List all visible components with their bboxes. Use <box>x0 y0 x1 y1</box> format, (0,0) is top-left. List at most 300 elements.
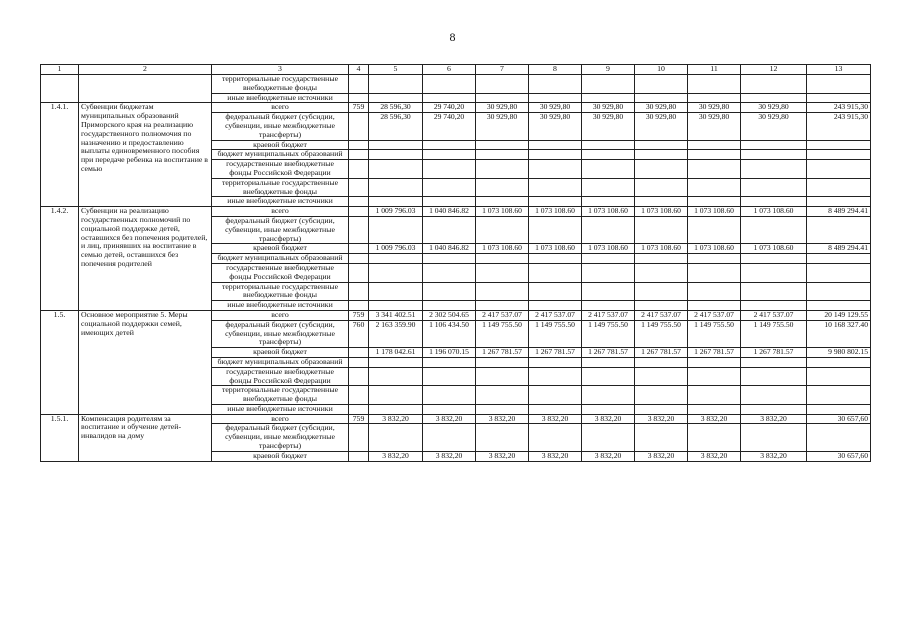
year-value <box>529 367 582 386</box>
year-value <box>688 404 741 414</box>
year-value <box>369 424 423 451</box>
grbs-code <box>349 197 369 207</box>
grbs-code <box>349 244 369 254</box>
year-value <box>688 367 741 386</box>
year-value <box>529 263 582 282</box>
funding-source: территориальные государственные внебюджетные фонды <box>212 386 349 405</box>
year-value: 2 417 537.07 <box>741 310 807 320</box>
table-row <box>41 310 871 320</box>
year-value: 1 178 042.61 <box>369 348 423 358</box>
year-value: 3 832,20 <box>582 414 635 424</box>
year-value <box>423 216 476 243</box>
grbs-code <box>349 367 369 386</box>
total-value <box>807 150 871 160</box>
year-value <box>688 197 741 207</box>
year-value <box>529 93 582 103</box>
total-value <box>807 178 871 197</box>
total-value <box>807 160 871 179</box>
year-value <box>476 197 529 207</box>
year-value <box>582 367 635 386</box>
year-value <box>476 150 529 160</box>
grbs-code <box>349 348 369 358</box>
year-value: 2 417 537.07 <box>476 310 529 320</box>
funding-source: краевой бюджет <box>212 348 349 358</box>
column-header: 7 <box>476 65 529 75</box>
year-value <box>529 140 582 150</box>
year-value <box>529 160 582 179</box>
funding-source: государственные внебюджетные фонды Российской Федерации <box>212 160 349 179</box>
year-value: 1 073 108.60 <box>529 207 582 217</box>
year-value <box>688 140 741 150</box>
year-value <box>529 178 582 197</box>
grbs-code <box>349 357 369 367</box>
year-value <box>369 93 423 103</box>
column-header: 3 <box>212 65 349 75</box>
year-value: 1 073 108.60 <box>529 244 582 254</box>
total-value <box>807 263 871 282</box>
year-value: 1 267 781.57 <box>529 348 582 358</box>
year-value: 3 832,20 <box>635 451 688 461</box>
total-value <box>807 282 871 301</box>
total-value <box>807 404 871 414</box>
year-value <box>529 150 582 160</box>
year-value <box>741 367 807 386</box>
year-value <box>369 197 423 207</box>
funding-source: иные внебюджетные источники <box>212 197 349 207</box>
year-value: 1 009 796.03 <box>369 244 423 254</box>
year-value <box>741 424 807 451</box>
year-value: 1 073 108.60 <box>741 244 807 254</box>
year-value <box>423 140 476 150</box>
year-value <box>423 160 476 179</box>
year-value: 1 073 108.60 <box>582 207 635 217</box>
year-value: 3 341 402.51 <box>369 310 423 320</box>
grbs-code <box>349 160 369 179</box>
year-value: 3 832,20 <box>582 451 635 461</box>
measure-name: Компенсация родителям за воспитание и обучение детей-инвалидов на дому <box>79 414 212 461</box>
year-value <box>635 75 688 94</box>
year-value <box>635 263 688 282</box>
year-value: 1 040 846.82 <box>423 207 476 217</box>
year-value <box>582 357 635 367</box>
grbs-code <box>349 178 369 197</box>
row-code: 1.5. <box>41 310 79 414</box>
year-value <box>369 140 423 150</box>
grbs-code: 759 <box>349 310 369 320</box>
grbs-code <box>349 386 369 405</box>
grbs-code <box>349 451 369 461</box>
year-value <box>688 75 741 94</box>
year-value <box>741 140 807 150</box>
year-value <box>741 150 807 160</box>
total-value: 30 657,60 <box>807 414 871 424</box>
year-value <box>741 301 807 311</box>
year-value: 1 149 755.50 <box>688 320 741 347</box>
year-value: 28 596,30 <box>369 103 423 113</box>
total-value <box>807 301 871 311</box>
total-value <box>807 357 871 367</box>
year-value <box>741 404 807 414</box>
funding-source: государственные внебюджетные фонды Российской Федерации <box>212 367 349 386</box>
year-value: 1 267 781.57 <box>635 348 688 358</box>
year-value: 29 740,20 <box>423 113 476 140</box>
year-value <box>423 357 476 367</box>
funding-source: бюджет муниципальных образований <box>212 357 349 367</box>
year-value <box>635 404 688 414</box>
grbs-code <box>349 113 369 140</box>
year-value: 28 596,30 <box>369 113 423 140</box>
table-row <box>41 103 871 113</box>
funding-source: краевой бюджет <box>212 140 349 150</box>
year-value: 30 929,80 <box>688 103 741 113</box>
column-header: 8 <box>529 65 582 75</box>
year-value <box>688 160 741 179</box>
year-value <box>423 150 476 160</box>
year-value <box>423 386 476 405</box>
measure-name: Субвенции бюджетам муниципальных образований Приморского края на реализацию государственного полномочия по назначению и предоставлению выплаты единовременного пособия при передаче ребенка на воспитание в семью <box>79 103 212 207</box>
funding-source: территориальные государственные внебюджетные фонды <box>212 178 349 197</box>
grbs-code <box>349 282 369 301</box>
year-value <box>741 178 807 197</box>
total-value <box>807 424 871 451</box>
year-value <box>423 197 476 207</box>
year-value: 30 929,80 <box>635 103 688 113</box>
total-value: 243 915,30 <box>807 103 871 113</box>
year-value <box>369 178 423 197</box>
year-value: 2 417 537.07 <box>582 310 635 320</box>
total-value <box>807 93 871 103</box>
year-value <box>423 424 476 451</box>
grbs-code <box>349 424 369 451</box>
year-value: 3 832,20 <box>476 451 529 461</box>
grbs-code <box>349 254 369 264</box>
year-value <box>635 367 688 386</box>
year-value <box>582 282 635 301</box>
year-value <box>476 263 529 282</box>
year-value <box>635 160 688 179</box>
funding-source: краевой бюджет <box>212 244 349 254</box>
year-value: 1 267 781.57 <box>688 348 741 358</box>
year-value: 1 196 070.15 <box>423 348 476 358</box>
grbs-code <box>349 93 369 103</box>
year-value: 1 073 108.60 <box>635 207 688 217</box>
budget-table <box>40 64 871 462</box>
grbs-code <box>349 404 369 414</box>
total-value: 20 149 129.55 <box>807 310 871 320</box>
year-value <box>741 75 807 94</box>
year-value: 1 073 108.60 <box>688 207 741 217</box>
year-value <box>688 282 741 301</box>
year-value <box>476 75 529 94</box>
year-value: 1 073 108.60 <box>476 207 529 217</box>
total-value: 8 489 294.41 <box>807 207 871 217</box>
year-value <box>369 150 423 160</box>
year-value <box>741 197 807 207</box>
year-value: 3 832,20 <box>423 414 476 424</box>
table-row <box>41 207 871 217</box>
year-value: 1 073 108.60 <box>476 244 529 254</box>
year-value <box>582 254 635 264</box>
column-header: 9 <box>582 65 635 75</box>
year-value <box>476 282 529 301</box>
funding-source: территориальные государственные внебюджетные фонды <box>212 75 349 94</box>
column-header: 4 <box>349 65 369 75</box>
year-value: 3 832,20 <box>741 451 807 461</box>
year-value <box>688 386 741 405</box>
year-value: 3 832,20 <box>688 451 741 461</box>
year-value <box>529 424 582 451</box>
year-value <box>688 357 741 367</box>
year-value <box>741 254 807 264</box>
year-value <box>741 216 807 243</box>
column-header: 11 <box>688 65 741 75</box>
table-row <box>41 75 871 94</box>
grbs-code <box>349 301 369 311</box>
year-value: 1 267 781.57 <box>476 348 529 358</box>
year-value <box>688 150 741 160</box>
year-value <box>635 301 688 311</box>
year-value <box>688 301 741 311</box>
year-value <box>476 178 529 197</box>
year-value: 2 417 537.07 <box>529 310 582 320</box>
year-value <box>423 93 476 103</box>
funding-source: федеральный бюджет (субсидии, субвенции, иные межбюджетные трансферты) <box>212 424 349 451</box>
funding-source: государственные внебюджетные фонды Российской Федерации <box>212 263 349 282</box>
funding-source: иные внебюджетные источники <box>212 404 349 414</box>
year-value <box>635 93 688 103</box>
year-value <box>369 386 423 405</box>
year-value <box>529 75 582 94</box>
year-value <box>476 404 529 414</box>
year-value <box>688 254 741 264</box>
column-header: 10 <box>635 65 688 75</box>
year-value <box>369 254 423 264</box>
year-value <box>582 404 635 414</box>
year-value <box>635 282 688 301</box>
funding-source: всего <box>212 103 349 113</box>
total-value: 30 657,60 <box>807 451 871 461</box>
year-value: 1 073 108.60 <box>582 244 635 254</box>
total-value: 243 915,30 <box>807 113 871 140</box>
year-value: 1 267 781.57 <box>582 348 635 358</box>
total-value: 8 489 294.41 <box>807 244 871 254</box>
year-value <box>369 301 423 311</box>
year-value: 29 740,20 <box>423 103 476 113</box>
year-value <box>423 301 476 311</box>
year-value <box>476 301 529 311</box>
year-value: 1 073 108.60 <box>688 244 741 254</box>
year-value <box>635 178 688 197</box>
year-value <box>582 75 635 94</box>
year-value: 2 417 537.07 <box>635 310 688 320</box>
grbs-code: 760 <box>349 320 369 347</box>
year-value: 1 149 755.50 <box>476 320 529 347</box>
row-code: 1.4.1. <box>41 103 79 207</box>
year-value <box>635 424 688 451</box>
funding-source: территориальные государственные внебюджетные фонды <box>212 282 349 301</box>
year-value <box>529 197 582 207</box>
grbs-code <box>349 75 369 94</box>
year-value <box>369 160 423 179</box>
funding-source: иные внебюджетные источники <box>212 301 349 311</box>
funding-source: бюджет муниципальных образований <box>212 254 349 264</box>
year-value <box>635 140 688 150</box>
year-value <box>741 93 807 103</box>
funding-source: федеральный бюджет (субсидии, субвенции, иные межбюджетные трансферты) <box>212 216 349 243</box>
total-value <box>807 367 871 386</box>
grbs-code <box>349 216 369 243</box>
year-value <box>369 216 423 243</box>
year-value <box>423 254 476 264</box>
year-value <box>582 93 635 103</box>
year-value <box>635 254 688 264</box>
total-value: 9 980 802.15 <box>807 348 871 358</box>
year-value <box>369 367 423 386</box>
year-value <box>369 404 423 414</box>
year-value <box>688 178 741 197</box>
year-value: 1 040 846.82 <box>423 244 476 254</box>
year-value: 1 073 108.60 <box>741 207 807 217</box>
funding-source: федеральный бюджет (субсидии, субвенции, иные межбюджетные трансферты) <box>212 113 349 140</box>
year-value: 1 267 781.57 <box>741 348 807 358</box>
year-value <box>423 75 476 94</box>
year-value <box>635 386 688 405</box>
year-value <box>476 140 529 150</box>
column-header: 6 <box>423 65 476 75</box>
year-value: 1 149 755.50 <box>635 320 688 347</box>
year-value: 30 929,80 <box>688 113 741 140</box>
year-value <box>635 150 688 160</box>
year-value: 3 832,20 <box>688 414 741 424</box>
total-value <box>807 75 871 94</box>
year-value <box>582 216 635 243</box>
year-value <box>582 263 635 282</box>
year-value: 30 929,80 <box>529 113 582 140</box>
year-value <box>476 254 529 264</box>
year-value <box>741 282 807 301</box>
funding-source: всего <box>212 207 349 217</box>
year-value: 3 832,20 <box>476 414 529 424</box>
year-value <box>635 357 688 367</box>
year-value: 1 149 755.50 <box>741 320 807 347</box>
year-value <box>423 178 476 197</box>
page-number: 8 <box>449 30 456 44</box>
year-value <box>688 216 741 243</box>
column-header: 5 <box>369 65 423 75</box>
year-value <box>476 160 529 179</box>
measure-name: Основное мероприятие 5. Меры социальной поддержки семей, имеющих детей <box>79 310 212 414</box>
year-value <box>688 424 741 451</box>
row-code: 1.4.2. <box>41 207 79 311</box>
year-value <box>582 386 635 405</box>
year-value <box>529 301 582 311</box>
grbs-code <box>349 140 369 150</box>
year-value <box>741 160 807 179</box>
total-value <box>807 216 871 243</box>
column-header: 13 <box>807 65 871 75</box>
year-value <box>529 404 582 414</box>
total-value <box>807 254 871 264</box>
total-value <box>807 386 871 405</box>
funding-source: иные внебюджетные источники <box>212 93 349 103</box>
year-value <box>635 216 688 243</box>
year-value <box>582 160 635 179</box>
grbs-code <box>349 263 369 282</box>
year-value: 2 163 359.90 <box>369 320 423 347</box>
year-value <box>529 282 582 301</box>
year-value: 30 929,80 <box>476 113 529 140</box>
measure-name: Субвенции на реализацию государственных полномочий по социальной поддержке детей, оставшихся без попечения родителей, и лиц, принявших на воспитание в семью детей, оставшихся без попечения родителей <box>79 207 212 311</box>
header-row <box>41 65 871 75</box>
column-header: 2 <box>79 65 212 75</box>
grbs-code <box>349 207 369 217</box>
year-value <box>369 75 423 94</box>
year-value <box>529 216 582 243</box>
year-value <box>476 357 529 367</box>
year-value <box>476 216 529 243</box>
grbs-code: 759 <box>349 414 369 424</box>
year-value: 1 149 755.50 <box>582 320 635 347</box>
year-value: 2 417 537.07 <box>688 310 741 320</box>
year-value: 30 929,80 <box>741 103 807 113</box>
year-value: 3 832,20 <box>529 451 582 461</box>
year-value: 3 832,20 <box>741 414 807 424</box>
year-value: 3 832,20 <box>423 451 476 461</box>
year-value <box>529 386 582 405</box>
year-value <box>369 263 423 282</box>
year-value <box>423 282 476 301</box>
funding-source: бюджет муниципальных образований <box>212 150 349 160</box>
grbs-code: 759 <box>349 103 369 113</box>
column-header: 1 <box>41 65 79 75</box>
year-value: 3 832,20 <box>635 414 688 424</box>
funding-source: федеральный бюджет (субсидии, субвенции, иные межбюджетные трансферты) <box>212 320 349 347</box>
year-value <box>741 357 807 367</box>
year-value <box>529 357 582 367</box>
year-value: 3 832,20 <box>529 414 582 424</box>
year-value <box>476 93 529 103</box>
year-value <box>635 197 688 207</box>
row-code <box>41 75 79 103</box>
row-code: 1.5.1. <box>41 414 79 461</box>
year-value: 3 832,20 <box>369 451 423 461</box>
year-value <box>423 404 476 414</box>
year-value: 3 832,20 <box>369 414 423 424</box>
year-value: 30 929,80 <box>582 103 635 113</box>
year-value: 30 929,80 <box>582 113 635 140</box>
total-value: 10 168 327.40 <box>807 320 871 347</box>
year-value <box>423 263 476 282</box>
year-value <box>582 197 635 207</box>
year-value: 30 929,80 <box>476 103 529 113</box>
year-value <box>688 263 741 282</box>
year-value <box>529 254 582 264</box>
year-value: 1 149 755.50 <box>529 320 582 347</box>
column-header: 12 <box>741 65 807 75</box>
funding-source: всего <box>212 414 349 424</box>
measure-name <box>79 75 212 103</box>
funding-source: всего <box>212 310 349 320</box>
year-value <box>423 367 476 386</box>
funding-source: краевой бюджет <box>212 451 349 461</box>
year-value <box>369 282 423 301</box>
total-value <box>807 197 871 207</box>
table-row <box>41 414 871 424</box>
year-value <box>688 93 741 103</box>
year-value <box>582 301 635 311</box>
year-value: 1 106 434.50 <box>423 320 476 347</box>
year-value <box>582 424 635 451</box>
